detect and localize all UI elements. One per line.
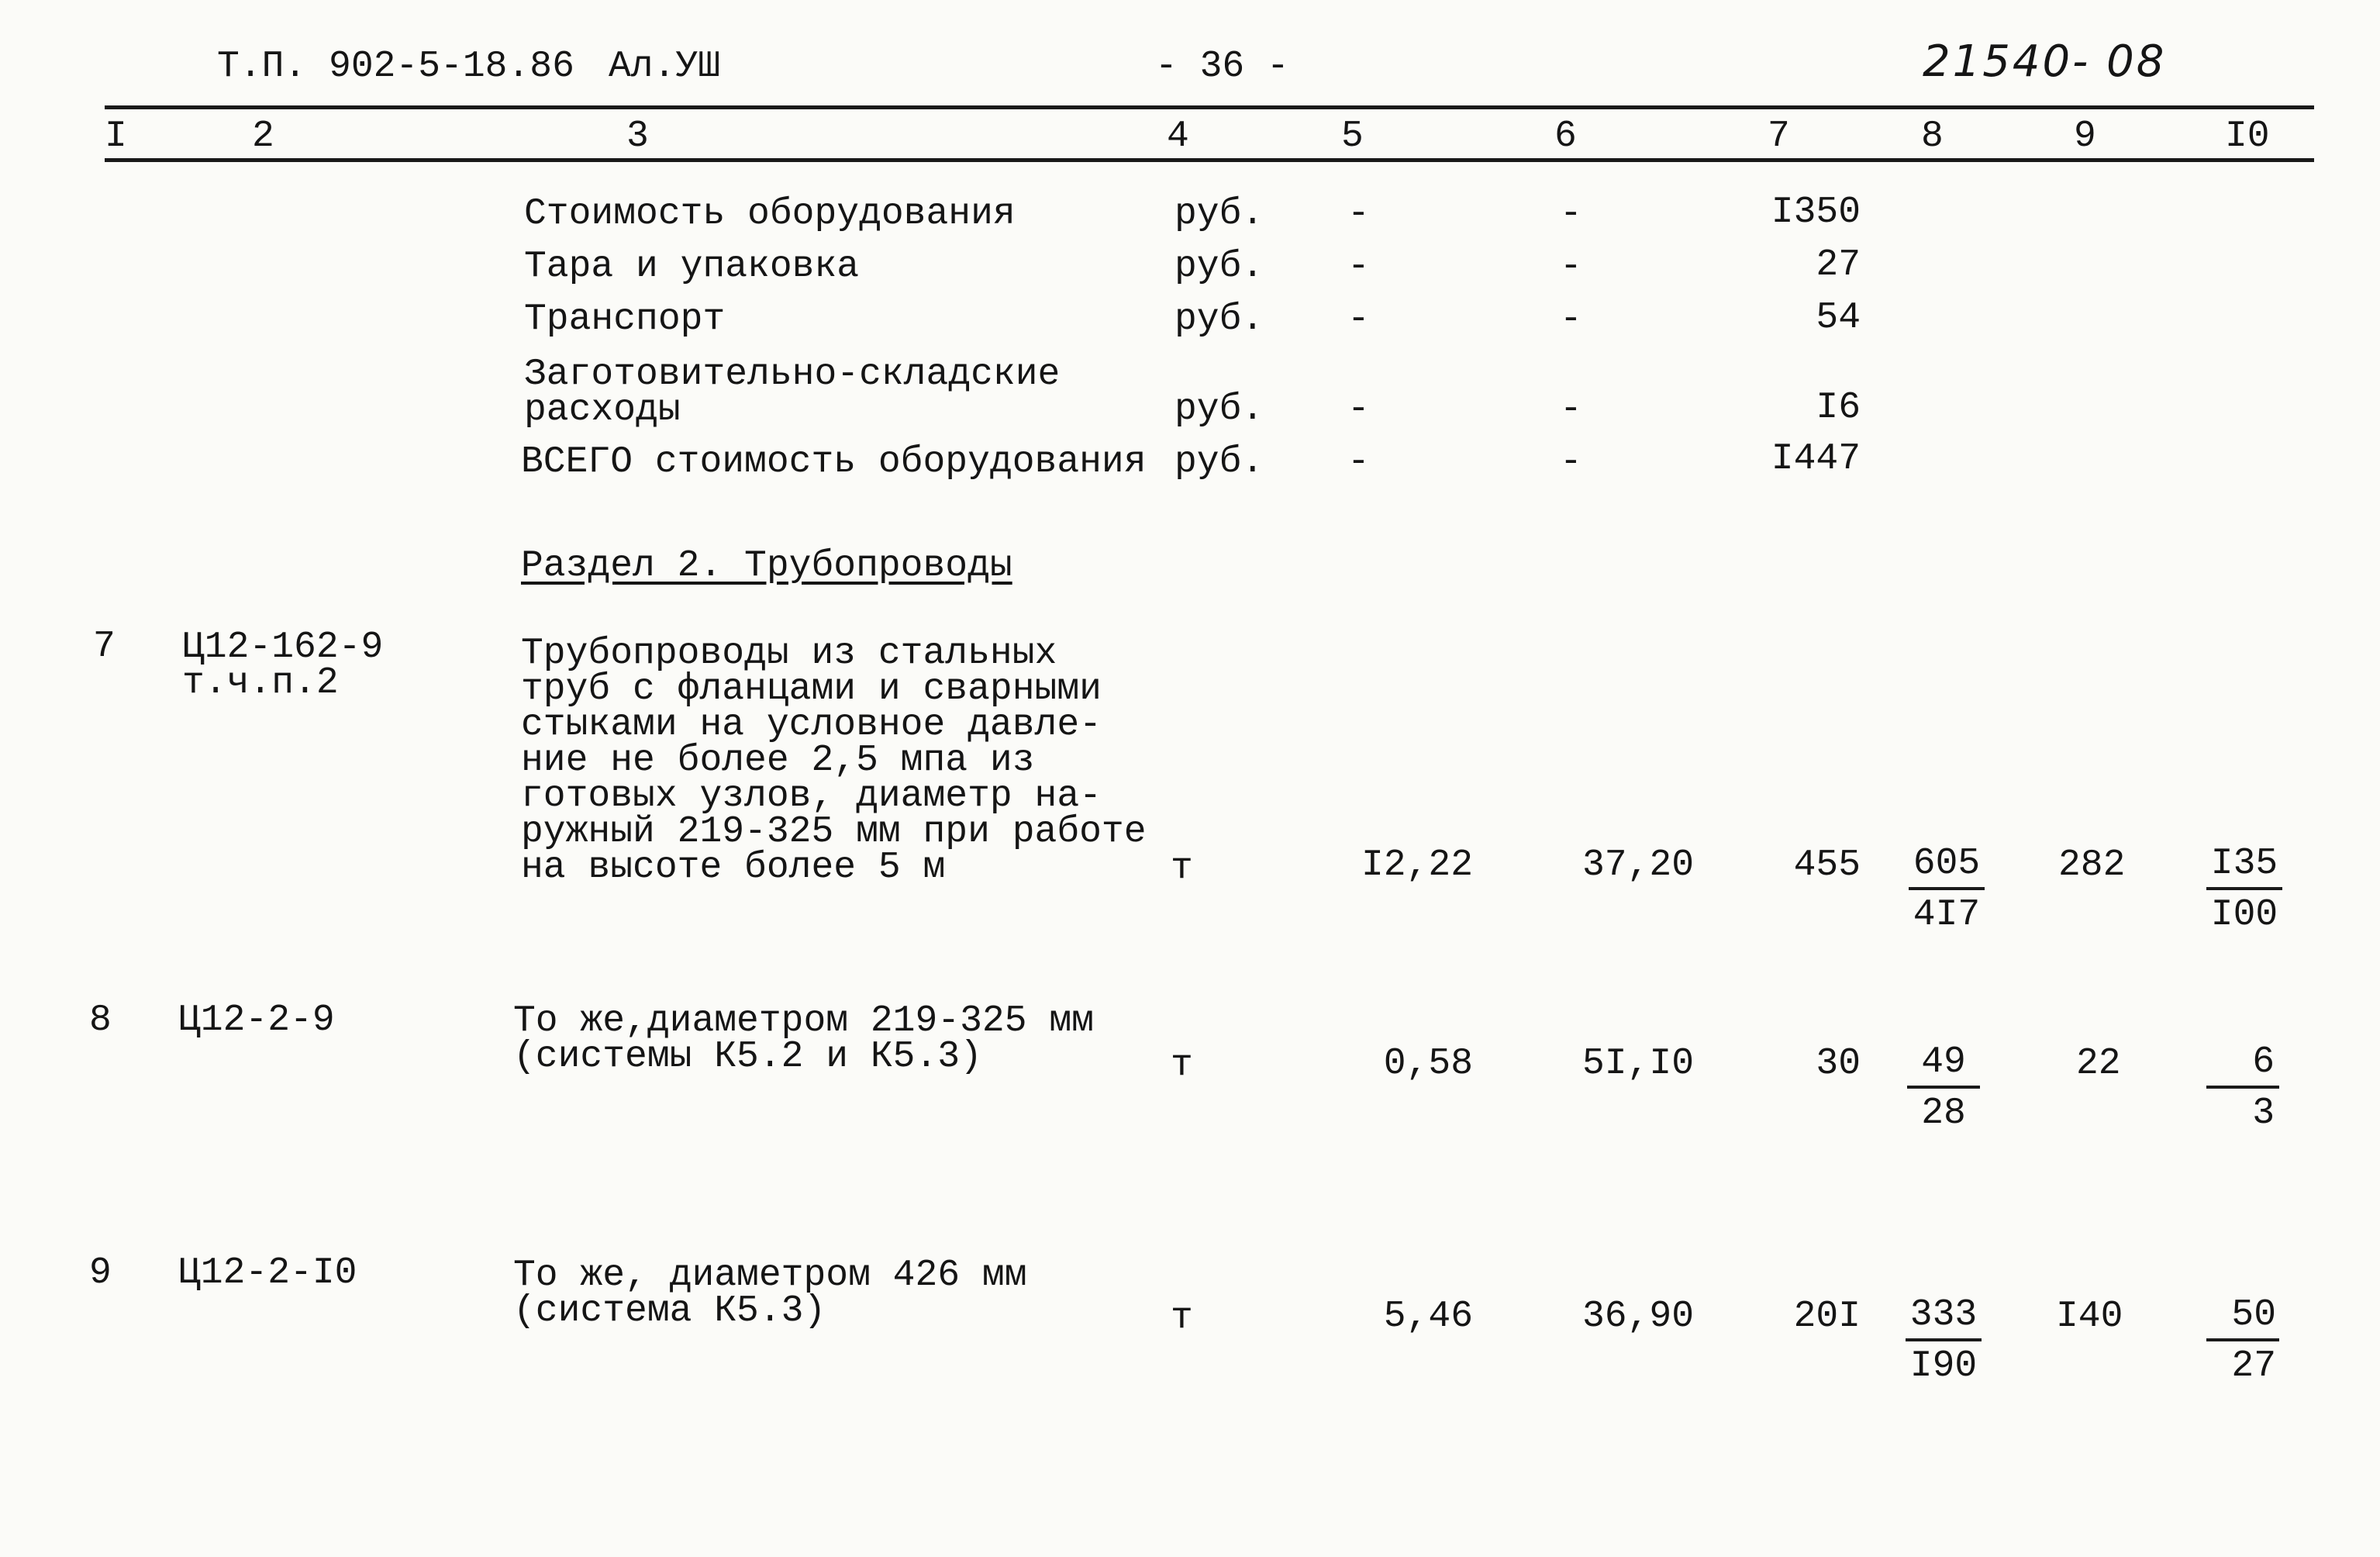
item-description: Трубопроводы из стальных труб с фланцами и сварными стыками на условное давле- ние не более 2,5 мпа из готовых узлов, диаметр на- ружный 219-325 мм при работе на высоте более 5 м <box>521 633 1147 889</box>
item-col10-fraction <box>2206 1041 2279 1137</box>
cost-row-c6: - <box>1560 299 1582 340</box>
item-unit-price: 37,20 <box>1581 844 1694 886</box>
cost-row-c7: 54 <box>1816 297 1861 339</box>
col-header-5: 5 <box>1341 116 1364 157</box>
item-col9: 282 <box>2058 844 2126 886</box>
fraction-numerator: 50 <box>2231 1294 2276 1336</box>
header-rule-bottom <box>105 158 2314 162</box>
item-code: Ц12-162-9 т.ч.п.2 <box>182 627 384 704</box>
cost-row-c6: - <box>1560 193 1582 235</box>
item-number: 8 <box>89 999 112 1041</box>
cost-row-name: Транспорт <box>524 299 726 340</box>
item-total: 20I <box>1793 1296 1861 1338</box>
cost-row-c7: I447 <box>1771 438 1861 480</box>
item-unit: т <box>1171 1044 1193 1086</box>
cost-row-c5: - <box>1347 193 1370 235</box>
fraction-bar <box>1909 887 1985 890</box>
col-header-4: 4 <box>1167 116 1189 157</box>
cost-row-name: Заготовительно-складские расходы <box>524 354 1061 431</box>
fraction-bar <box>1907 1086 1980 1089</box>
item-number: 7 <box>93 626 116 668</box>
cost-row-unit: руб. <box>1174 299 1264 340</box>
item-quantity: 0,58 <box>1383 1043 1473 1085</box>
fraction-numerator: 605 <box>1913 843 1981 885</box>
item-col8-fraction <box>1907 1041 1980 1137</box>
cost-row-name: Стоимость оборудования <box>524 193 1016 235</box>
cost-row-c5: - <box>1347 299 1370 340</box>
col-header-8: 8 <box>1921 116 1944 157</box>
cost-row-c5: - <box>1347 441 1370 483</box>
fraction-numerator: I35 <box>2210 843 2278 885</box>
doc-reference: Т.П. 902-5-18.86 <box>217 46 574 88</box>
item-total: 455 <box>1793 844 1861 886</box>
cost-row-unit: руб. <box>1174 246 1264 288</box>
cost-row-c6: - <box>1560 441 1582 483</box>
cost-row-unit: руб. <box>1174 388 1264 430</box>
col-header-1: I <box>105 116 127 157</box>
album-number: Ал.УШ <box>609 46 721 88</box>
fraction-numerator: 333 <box>1909 1294 1978 1336</box>
header-rule-top <box>105 105 2314 109</box>
fraction-denominator: 28 <box>1921 1093 1966 1134</box>
item-unit-price: 36,90 <box>1581 1296 1694 1338</box>
inventory-number: 21540- 08 <box>1923 36 2167 87</box>
item-quantity: 5,46 <box>1383 1296 1473 1338</box>
fraction-bar <box>2206 1338 2279 1341</box>
fraction-denominator: 3 <box>2252 1093 2275 1134</box>
item-unit: т <box>1171 848 1193 889</box>
fraction-bar <box>1906 1338 1982 1341</box>
item-description: То же, диаметром 426 мм (система К5.3) <box>513 1255 1027 1332</box>
item-description: То же,диаметром 219-325 мм (системы К5.2 и К5.3) <box>513 1000 1094 1078</box>
item-col8-fraction <box>1906 1296 1982 1390</box>
item-code: Ц12-2-I0 <box>178 1252 357 1294</box>
item-unit: т <box>1171 1297 1193 1339</box>
fraction-bar <box>2206 887 2282 890</box>
fraction-numerator: 6 <box>2252 1041 2275 1083</box>
item-total: 30 <box>1816 1043 1861 1085</box>
cost-row-name: ВСЕГО стоимость оборудования <box>521 441 1147 483</box>
cost-row-c7: I6 <box>1816 387 1861 429</box>
col-header-7: 7 <box>1768 116 1790 157</box>
item-col9: 22 <box>2076 1043 2121 1085</box>
col-header-2: 2 <box>252 116 274 157</box>
cost-row-unit: руб. <box>1174 441 1264 483</box>
fraction-denominator: I00 <box>2210 894 2278 936</box>
cost-row-c6: - <box>1560 388 1582 430</box>
col-header-9: 9 <box>2074 116 2096 157</box>
item-quantity: I2,22 <box>1361 844 1473 886</box>
fraction-denominator: 27 <box>2231 1345 2276 1387</box>
cost-row-name: Тара и упаковка <box>524 246 860 288</box>
item-unit-price: 5I,I0 <box>1581 1043 1694 1085</box>
cost-row-c7: 27 <box>1816 244 1861 286</box>
fraction-denominator: I90 <box>1909 1345 1978 1387</box>
item-code: Ц12-2-9 <box>178 999 335 1041</box>
section-title: Раздел 2. Трубопроводы <box>521 545 1012 587</box>
fraction-numerator: 49 <box>1921 1041 1966 1083</box>
cost-row-c5: - <box>1347 246 1370 288</box>
cost-row-c6: - <box>1560 246 1582 288</box>
col-header-6: 6 <box>1554 116 1577 157</box>
item-col8-fraction <box>1909 845 1985 938</box>
cost-row-c7: I350 <box>1771 192 1861 233</box>
item-number: 9 <box>89 1252 112 1294</box>
page-number: - 36 - <box>1155 46 1289 88</box>
item-col10-fraction <box>2206 1296 2279 1390</box>
col-header-10: I0 <box>2225 116 2270 157</box>
cost-row-c5: - <box>1347 388 1370 430</box>
item-col10-fraction <box>2206 845 2282 938</box>
col-header-3: 3 <box>626 116 649 157</box>
fraction-denominator: 4I7 <box>1913 894 1981 936</box>
item-col9: I40 <box>2056 1296 2123 1338</box>
cost-row-unit: руб. <box>1174 193 1264 235</box>
fraction-bar <box>2206 1086 2279 1089</box>
